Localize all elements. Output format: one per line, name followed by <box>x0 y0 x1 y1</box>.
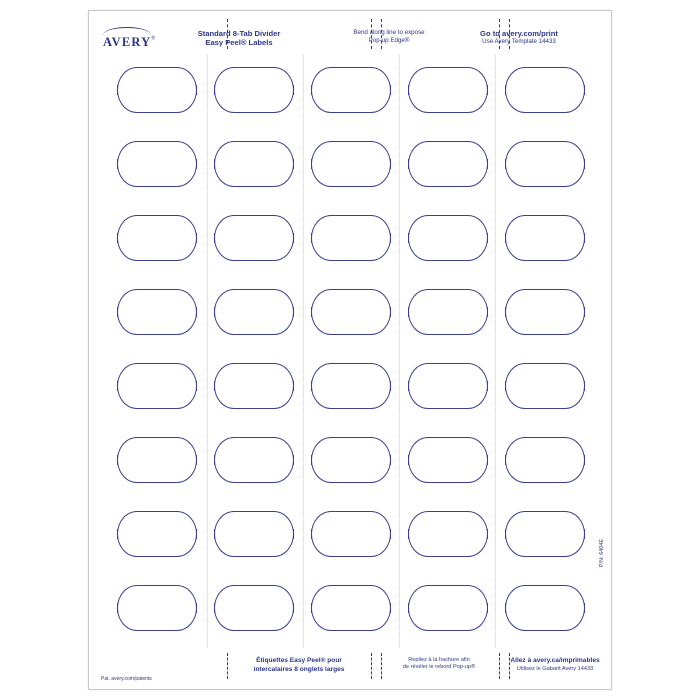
footer-instruction-fr-line2: de révéler le rebord Pop-up® <box>402 664 476 671</box>
footer-product-title-fr <box>254 657 345 674</box>
header-instruction <box>353 29 424 45</box>
label-cell[interactable] <box>117 141 197 187</box>
footer-patents-text: Pat. avery.com/patents <box>101 676 152 682</box>
label-cell[interactable] <box>505 289 585 335</box>
avery-logo <box>103 33 169 51</box>
label-cell[interactable] <box>408 585 488 631</box>
label-cell[interactable] <box>505 437 585 483</box>
footer-divider-3 <box>381 653 382 679</box>
label-cell[interactable] <box>408 363 488 409</box>
label-cell[interactable] <box>505 67 585 113</box>
header-product-title <box>198 29 281 48</box>
label-cell[interactable] <box>408 215 488 261</box>
label-cell[interactable] <box>214 215 294 261</box>
label-cell[interactable] <box>311 67 391 113</box>
footer-divider-1 <box>227 653 228 679</box>
label-cell[interactable] <box>214 511 294 557</box>
label-cell[interactable] <box>311 437 391 483</box>
footer-print-link-fr-line1: Allez à avery.ca/imprimables <box>510 657 600 664</box>
label-cell[interactable] <box>408 511 488 557</box>
label-cell[interactable] <box>117 363 197 409</box>
label-cell[interactable] <box>214 141 294 187</box>
label-cell[interactable] <box>408 67 488 113</box>
avery-brand-text: AVERY <box>103 35 152 49</box>
label-cell[interactable] <box>214 585 294 631</box>
footer-print-link-fr-line2: Utilisez le Gabarit Avery 14433 <box>516 665 594 672</box>
footer-divider-2 <box>371 653 372 679</box>
label-cell[interactable] <box>408 289 488 335</box>
footer-instruction-fr <box>403 657 475 672</box>
footer-divider-4 <box>499 653 500 679</box>
label-cell[interactable] <box>505 363 585 409</box>
header-print-link <box>480 29 558 46</box>
label-cell[interactable] <box>117 511 197 557</box>
header-instruction-line1: Bend along line to expose <box>353 29 425 36</box>
label-cell[interactable] <box>311 363 391 409</box>
label-cell[interactable] <box>117 437 197 483</box>
label-cell[interactable] <box>117 585 197 631</box>
label-cell[interactable] <box>311 141 391 187</box>
label-cell[interactable] <box>505 511 585 557</box>
label-cell[interactable] <box>117 67 197 113</box>
header-print-link-line2: Use Avery Template 14433 <box>482 38 556 46</box>
sheet-footer <box>89 647 611 689</box>
label-cell[interactable] <box>311 289 391 335</box>
header-product-title-line2: Easy Peel® Labels <box>205 38 273 48</box>
label-cell[interactable] <box>117 215 197 261</box>
label-sheet <box>88 10 612 690</box>
label-cell[interactable] <box>505 585 585 631</box>
footer-instruction-fr-line1: Repliez à la hachure afin <box>408 657 470 663</box>
label-cell[interactable] <box>505 141 585 187</box>
label-cell[interactable] <box>214 363 294 409</box>
label-cell[interactable] <box>505 215 585 261</box>
label-cell[interactable] <box>408 437 488 483</box>
label-cell[interactable] <box>214 289 294 335</box>
label-cell[interactable] <box>408 141 488 187</box>
avery-swoosh-icon <box>103 27 151 35</box>
avery-registered-mark: ® <box>151 35 156 42</box>
footer-print-link-fr <box>510 657 599 673</box>
header-product-title-line1: Standard 8-Tab Divider <box>197 29 281 38</box>
label-grid <box>111 59 591 645</box>
footer-product-title-fr-line1: Étiquettes Easy Peel® pour <box>256 657 342 664</box>
label-cell[interactable] <box>117 289 197 335</box>
label-cell[interactable] <box>214 437 294 483</box>
part-number: P/N: 6404E <box>599 539 605 568</box>
footer-product-title-fr-line2: intercalaires 8 onglets larges <box>253 665 345 673</box>
label-cell[interactable] <box>311 585 391 631</box>
header-print-link-line1: Go to avery.com/print <box>480 29 558 38</box>
label-cell[interactable] <box>311 511 391 557</box>
sheet-header <box>89 11 611 55</box>
label-cell[interactable] <box>214 67 294 113</box>
label-cell[interactable] <box>311 215 391 261</box>
header-instruction-line2: Pop-up Edge® <box>368 36 410 44</box>
